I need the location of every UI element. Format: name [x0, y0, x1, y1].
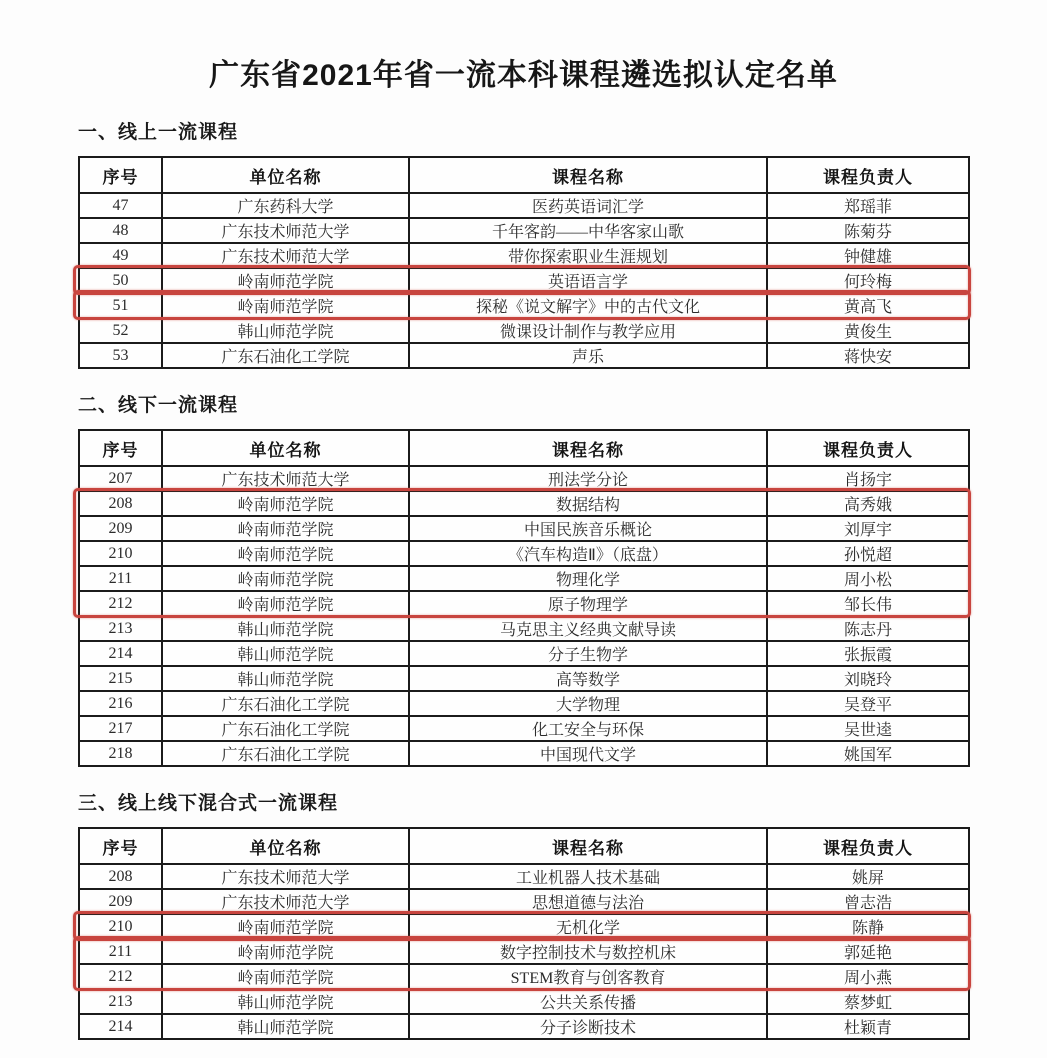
section-heading: 一、线上一流课程 [78, 122, 239, 143]
table-cell: 岭南师范学院 [162, 914, 409, 939]
table-wrap [78, 429, 968, 767]
table-cell: 曾志浩 [767, 889, 969, 914]
table-cell: 216 [79, 691, 162, 716]
header-row [79, 430, 969, 466]
table-cell: 广东技术师范大学 [162, 466, 409, 491]
table-cell: 陈菊芬 [767, 218, 969, 243]
table-cell: 213 [79, 616, 162, 641]
table-cell: 黄高飞 [767, 293, 969, 318]
table-row [79, 343, 969, 368]
table-cell: 47 [79, 193, 162, 218]
table-wrap [78, 156, 968, 369]
table-cell: 中国现代文学 [409, 741, 767, 766]
table-cell: 韩山师范学院 [162, 1014, 409, 1039]
table-row [79, 218, 969, 243]
table-cell: 广东石油化工学院 [162, 691, 409, 716]
document [0, 56, 1047, 1058]
table-cell: 大学物理 [409, 691, 767, 716]
table-cell: 213 [79, 989, 162, 1014]
table-cell: 刑法学分论 [409, 466, 767, 491]
table-row [79, 466, 969, 491]
table-cell: 岭南师范学院 [162, 541, 409, 566]
table-row [79, 989, 969, 1014]
table-row [79, 666, 969, 691]
table-cell: 工业机器人技术基础 [409, 864, 767, 889]
table-row [79, 939, 969, 964]
page-title: 广东省2021年省一流本科课程遴选拟认定名单 [209, 59, 838, 92]
table-cell: 韩山师范学院 [162, 318, 409, 343]
table-cell: 周小燕 [767, 964, 969, 989]
table-cell: 214 [79, 1014, 162, 1039]
table-cell: 声乐 [409, 343, 767, 368]
table-cell: 探秘《说文解字》中的古代文化 [409, 293, 767, 318]
table-cell: 《汽车构造Ⅱ》（底盘） [409, 541, 767, 566]
table-cell: 广东药科大学 [162, 193, 409, 218]
table-cell: 210 [79, 541, 162, 566]
table-cell: 岭南师范学院 [162, 964, 409, 989]
column-header: 课程负责人 [767, 828, 969, 864]
table-cell: 208 [79, 491, 162, 516]
column-header: 课程名称 [409, 157, 767, 193]
table-cell: 郑瑶菲 [767, 193, 969, 218]
table-cell: 217 [79, 716, 162, 741]
document-sections [0, 120, 1047, 1040]
table-cell: 岭南师范学院 [162, 491, 409, 516]
table-cell: 岭南师范学院 [162, 293, 409, 318]
table-cell: 211 [79, 939, 162, 964]
table-cell: 公共关系传播 [409, 989, 767, 1014]
table-row [79, 268, 969, 293]
table-row [79, 193, 969, 218]
table-cell: 53 [79, 343, 162, 368]
column-header: 单位名称 [162, 157, 409, 193]
table-cell: 48 [79, 218, 162, 243]
table-cell: 广东技术师范大学 [162, 864, 409, 889]
table-cell: 韩山师范学院 [162, 666, 409, 691]
table-cell: 岭南师范学院 [162, 939, 409, 964]
table-cell: 吴登平 [767, 691, 969, 716]
table-cell: 黄俊生 [767, 318, 969, 343]
table-cell: 孙悦超 [767, 541, 969, 566]
table-cell: 周小松 [767, 566, 969, 591]
course-table [78, 156, 970, 369]
table-cell: 210 [79, 914, 162, 939]
table-cell: 化工安全与环保 [409, 716, 767, 741]
column-header: 序号 [79, 828, 162, 864]
table-row [79, 1014, 969, 1039]
table-row [79, 516, 969, 541]
table-cell: 岭南师范学院 [162, 591, 409, 616]
table-cell: STEM教育与创客教育 [409, 964, 767, 989]
table-cell: 带你探索职业生涯规划 [409, 243, 767, 268]
table-cell: 张振霞 [767, 641, 969, 666]
table-cell: 钟健雄 [767, 243, 969, 268]
course-table [78, 429, 970, 767]
table-cell: 郭延艳 [767, 939, 969, 964]
table-row [79, 243, 969, 268]
table-cell: 千年客韵——中华客家山歌 [409, 218, 767, 243]
table-cell: 邹长伟 [767, 591, 969, 616]
header-row [79, 157, 969, 193]
table-cell: 何玲梅 [767, 268, 969, 293]
column-header: 序号 [79, 430, 162, 466]
table-cell: 原子物理学 [409, 591, 767, 616]
course-table [78, 827, 970, 1040]
table-cell: 岭南师范学院 [162, 516, 409, 541]
table-cell: 刘厚宇 [767, 516, 969, 541]
table-cell: 无机化学 [409, 914, 767, 939]
section-heading: 二、线下一流课程 [78, 395, 239, 416]
table-cell: 分子诊断技术 [409, 1014, 767, 1039]
table-cell: 姚国军 [767, 741, 969, 766]
table-cell: 51 [79, 293, 162, 318]
table-cell: 分子生物学 [409, 641, 767, 666]
table-row [79, 914, 969, 939]
table-row [79, 964, 969, 989]
table-cell: 姚屏 [767, 864, 969, 889]
table-cell: 广东技术师范大学 [162, 243, 409, 268]
table-cell: 211 [79, 566, 162, 591]
table-cell: 韩山师范学院 [162, 641, 409, 666]
table-cell: 212 [79, 591, 162, 616]
column-header: 序号 [79, 157, 162, 193]
table-cell: 52 [79, 318, 162, 343]
column-header: 课程名称 [409, 828, 767, 864]
column-header: 单位名称 [162, 430, 409, 466]
table-cell: 物理化学 [409, 566, 767, 591]
table-cell: 数据结构 [409, 491, 767, 516]
table-row [79, 864, 969, 889]
table-cell: 209 [79, 516, 162, 541]
table-cell: 215 [79, 666, 162, 691]
table-cell: 微课设计制作与教学应用 [409, 318, 767, 343]
table-row [79, 741, 969, 766]
column-header: 课程名称 [409, 430, 767, 466]
table-cell: 吴世逵 [767, 716, 969, 741]
table-cell: 广东石油化工学院 [162, 343, 409, 368]
table-row [79, 541, 969, 566]
table-cell: 高等数学 [409, 666, 767, 691]
table-row [79, 293, 969, 318]
table-wrap [78, 827, 968, 1040]
table-row [79, 491, 969, 516]
table-cell: 刘晓玲 [767, 666, 969, 691]
column-header: 课程负责人 [767, 430, 969, 466]
table-cell: 陈静 [767, 914, 969, 939]
table-cell: 207 [79, 466, 162, 491]
table-cell: 218 [79, 741, 162, 766]
table-row [79, 716, 969, 741]
table-cell: 中国民族音乐概论 [409, 516, 767, 541]
table-cell: 214 [79, 641, 162, 666]
table-row [79, 889, 969, 914]
table-cell: 蔡梦虹 [767, 989, 969, 1014]
table-cell: 思想道德与法治 [409, 889, 767, 914]
table-cell: 医药英语词汇学 [409, 193, 767, 218]
table-cell: 212 [79, 964, 162, 989]
table-cell: 肖扬宇 [767, 466, 969, 491]
table-cell: 广东技术师范大学 [162, 889, 409, 914]
table-row [79, 641, 969, 666]
table-cell: 209 [79, 889, 162, 914]
table-row [79, 566, 969, 591]
table-cell: 马克思主义经典文献导读 [409, 616, 767, 641]
table-cell: 杜颖青 [767, 1014, 969, 1039]
table-cell: 广东石油化工学院 [162, 741, 409, 766]
table-cell: 英语语言学 [409, 268, 767, 293]
table-row [79, 691, 969, 716]
table-row [79, 616, 969, 641]
table-cell: 高秀娥 [767, 491, 969, 516]
table-cell: 岭南师范学院 [162, 268, 409, 293]
table-row [79, 318, 969, 343]
table-cell: 岭南师范学院 [162, 566, 409, 591]
table-cell: 广东技术师范大学 [162, 218, 409, 243]
table-cell: 数字控制技术与数控机床 [409, 939, 767, 964]
column-header: 课程负责人 [767, 157, 969, 193]
table-cell: 韩山师范学院 [162, 616, 409, 641]
table-cell: 韩山师范学院 [162, 989, 409, 1014]
table-cell: 49 [79, 243, 162, 268]
table-cell: 蒋快安 [767, 343, 969, 368]
table-cell: 208 [79, 864, 162, 889]
header-row [79, 828, 969, 864]
column-header: 单位名称 [162, 828, 409, 864]
table-cell: 陈志丹 [767, 616, 969, 641]
table-cell: 50 [79, 268, 162, 293]
table-row [79, 591, 969, 616]
section-heading: 三、线上线下混合式一流课程 [78, 793, 339, 814]
table-cell: 广东石油化工学院 [162, 716, 409, 741]
